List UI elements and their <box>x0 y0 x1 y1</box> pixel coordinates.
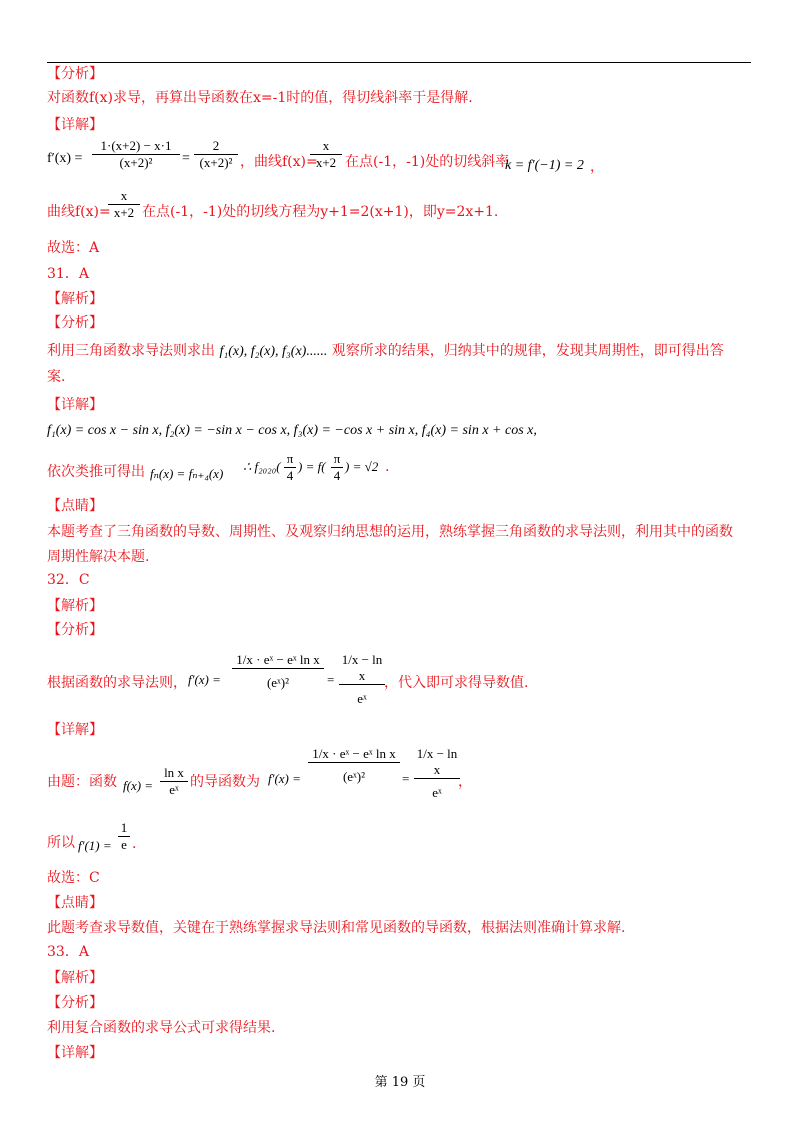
q32-fraction-2: $\frac{\text{1/x − ln x}}{\text{eˣ}}$ <box>339 652 385 707</box>
q33-number: 33．A <box>47 944 89 960</box>
q32-value-lhs: f′(1) = <box>78 838 112 853</box>
q31-comment-line1: 本题考查了三角函数的导数、周期性、及观察归纳思想的运用，熟练掌握三角函数的求导法则，利用其中的函数 <box>47 524 733 540</box>
q31-solution-heading: 【解析】 <box>47 291 103 307</box>
q32-fraction-1: $\frac{\text{1/x · eˣ − eˣ ln x}}{\text{(eˣ)²}}$ <box>232 652 324 691</box>
q31-pi-fraction-1: $\frac{\pi}{4}$ <box>284 451 296 484</box>
q31-pi-fraction-2: $\frac{\pi}{4}$ <box>331 451 343 484</box>
q32-function-lhs: f(x) = <box>123 778 154 793</box>
q31-value-rhs: ) = √2 <box>345 459 379 474</box>
equals-sign: = <box>402 771 410 786</box>
tangent-text-a: 曲线f(x)= <box>47 204 111 220</box>
q31-analysis-line: 利用三角函数求导法则求出 f₁(x), f₂(x), f₃(x)...... 观察所求的结果，归纳其中的规律，发现其周期性，即可得出答 <box>47 343 724 359</box>
q31-value-mid: ) = f( <box>298 459 326 474</box>
equals-sign: = <box>327 672 335 687</box>
q32-detail-fraction-1: $\frac{\text{1/x · eˣ − eˣ ln x}}{\text{(eˣ)²}}$ <box>308 746 400 785</box>
tangent-fraction: $\frac{x}{x+2}$ <box>108 188 140 221</box>
q31-inference-text: 依次类推可得出 <box>47 464 145 480</box>
q32-detail-derivative-lhs: f′(x) = <box>268 771 301 786</box>
header-rule <box>47 62 751 63</box>
q32-analysis-heading: 【分析】 <box>47 622 103 638</box>
q33-solution-heading: 【解析】 <box>47 970 103 986</box>
q32-therefore-text: 所以 <box>47 835 75 851</box>
comma: ， <box>458 774 472 790</box>
derivative-fraction-1: $\frac{1\cdot(x+2) - x\cdot 1}{\text{(x+2)²}}$ <box>92 138 180 171</box>
q31-comment-line2: 周期性解决本题. <box>47 549 150 565</box>
q32-number: 32．C <box>47 572 90 588</box>
q32-analysis-text-b: ，代入即可求得导数值. <box>384 675 529 691</box>
q32-answer: 故选：C <box>47 870 100 886</box>
q31-equations: f₁(x) = cos x − sin x, f₂(x) = −sin x − cos x, f₃(x) = −cos x + sin x, f₄(x) = sin x + cos x, <box>47 423 537 438</box>
derivative-lhs: f′(x) = <box>47 151 83 166</box>
q32-function-fraction: $\frac{\text{ln x}}{\text{eˣ}}$ <box>160 765 188 798</box>
q31-comment-heading: 【点睛】 <box>47 498 103 514</box>
curve-fraction: $\frac{x}{x+2}$ <box>310 138 342 171</box>
q32-comment-heading: 【点睛】 <box>47 895 103 911</box>
comma: ， <box>590 159 604 175</box>
tangent-text-b: 在点(-1，-1)处的切线方程为y+1=2(x+1)，即y=2x+1. <box>142 204 499 220</box>
slope-value: k = f′(−1) = 2 <box>505 158 584 173</box>
q33-analysis-text: 利用复合函数的求导公式可求得结果. <box>47 1020 276 1036</box>
slope-text: 在点(-1，-1)处的切线斜率 <box>345 154 510 170</box>
q31-value-lhs: ∴ f₂₀₂₀( <box>243 459 281 474</box>
derivative-fraction-2: $\frac{2}{\text{(x+2)²}}$ <box>194 138 238 171</box>
q33-analysis-heading: 【分析】 <box>47 995 103 1011</box>
q31-analysis-heading: 【分析】 <box>47 315 103 331</box>
q32-detail-fraction-2: $\frac{\text{1/x − ln x}}{\text{eˣ}}$ <box>414 746 460 801</box>
q32-value-fraction: $\frac{1}{e}$ <box>118 820 130 853</box>
q32-comment-text: 此题考查求导数值，关键在于熟练掌握求导法则和常见函数的导函数，根据法则准确计算求解. <box>47 920 626 936</box>
q32-detail-text-a: 由题：函数 <box>47 774 117 790</box>
q31-detail-heading: 【详解】 <box>47 397 103 413</box>
q32-derivative-lhs: f′(x) = <box>188 672 221 687</box>
analysis-text: 对函数f(x)求导，再算出导函数在x=-1时的值，得切线斜率于是得解. <box>47 90 473 106</box>
q33-detail-heading: 【详解】 <box>47 1045 103 1061</box>
answer-text: 故选：A <box>47 240 100 256</box>
q32-detail-heading: 【详解】 <box>47 722 103 738</box>
period: . <box>385 459 390 475</box>
q31-period-eq: fₙ(x) = fₙ₊₄(x) <box>150 466 224 481</box>
equals-sign: = <box>182 151 190 166</box>
q31-number: 31．A <box>47 266 89 282</box>
curve-text: ，曲线f(x)= <box>240 154 318 170</box>
analysis-heading: 【分析】 <box>47 66 103 82</box>
q31-analysis-line2: 案. <box>47 369 66 385</box>
page-number: 第 19 页 <box>374 1075 426 1090</box>
q32-solution-heading: 【解析】 <box>47 598 103 614</box>
q32-analysis-text-a: 根据函数的求导法则， <box>47 675 187 691</box>
detail-heading: 【详解】 <box>47 117 103 133</box>
q32-detail-text-b: 的导函数为 <box>190 774 260 790</box>
period: . <box>132 836 137 852</box>
